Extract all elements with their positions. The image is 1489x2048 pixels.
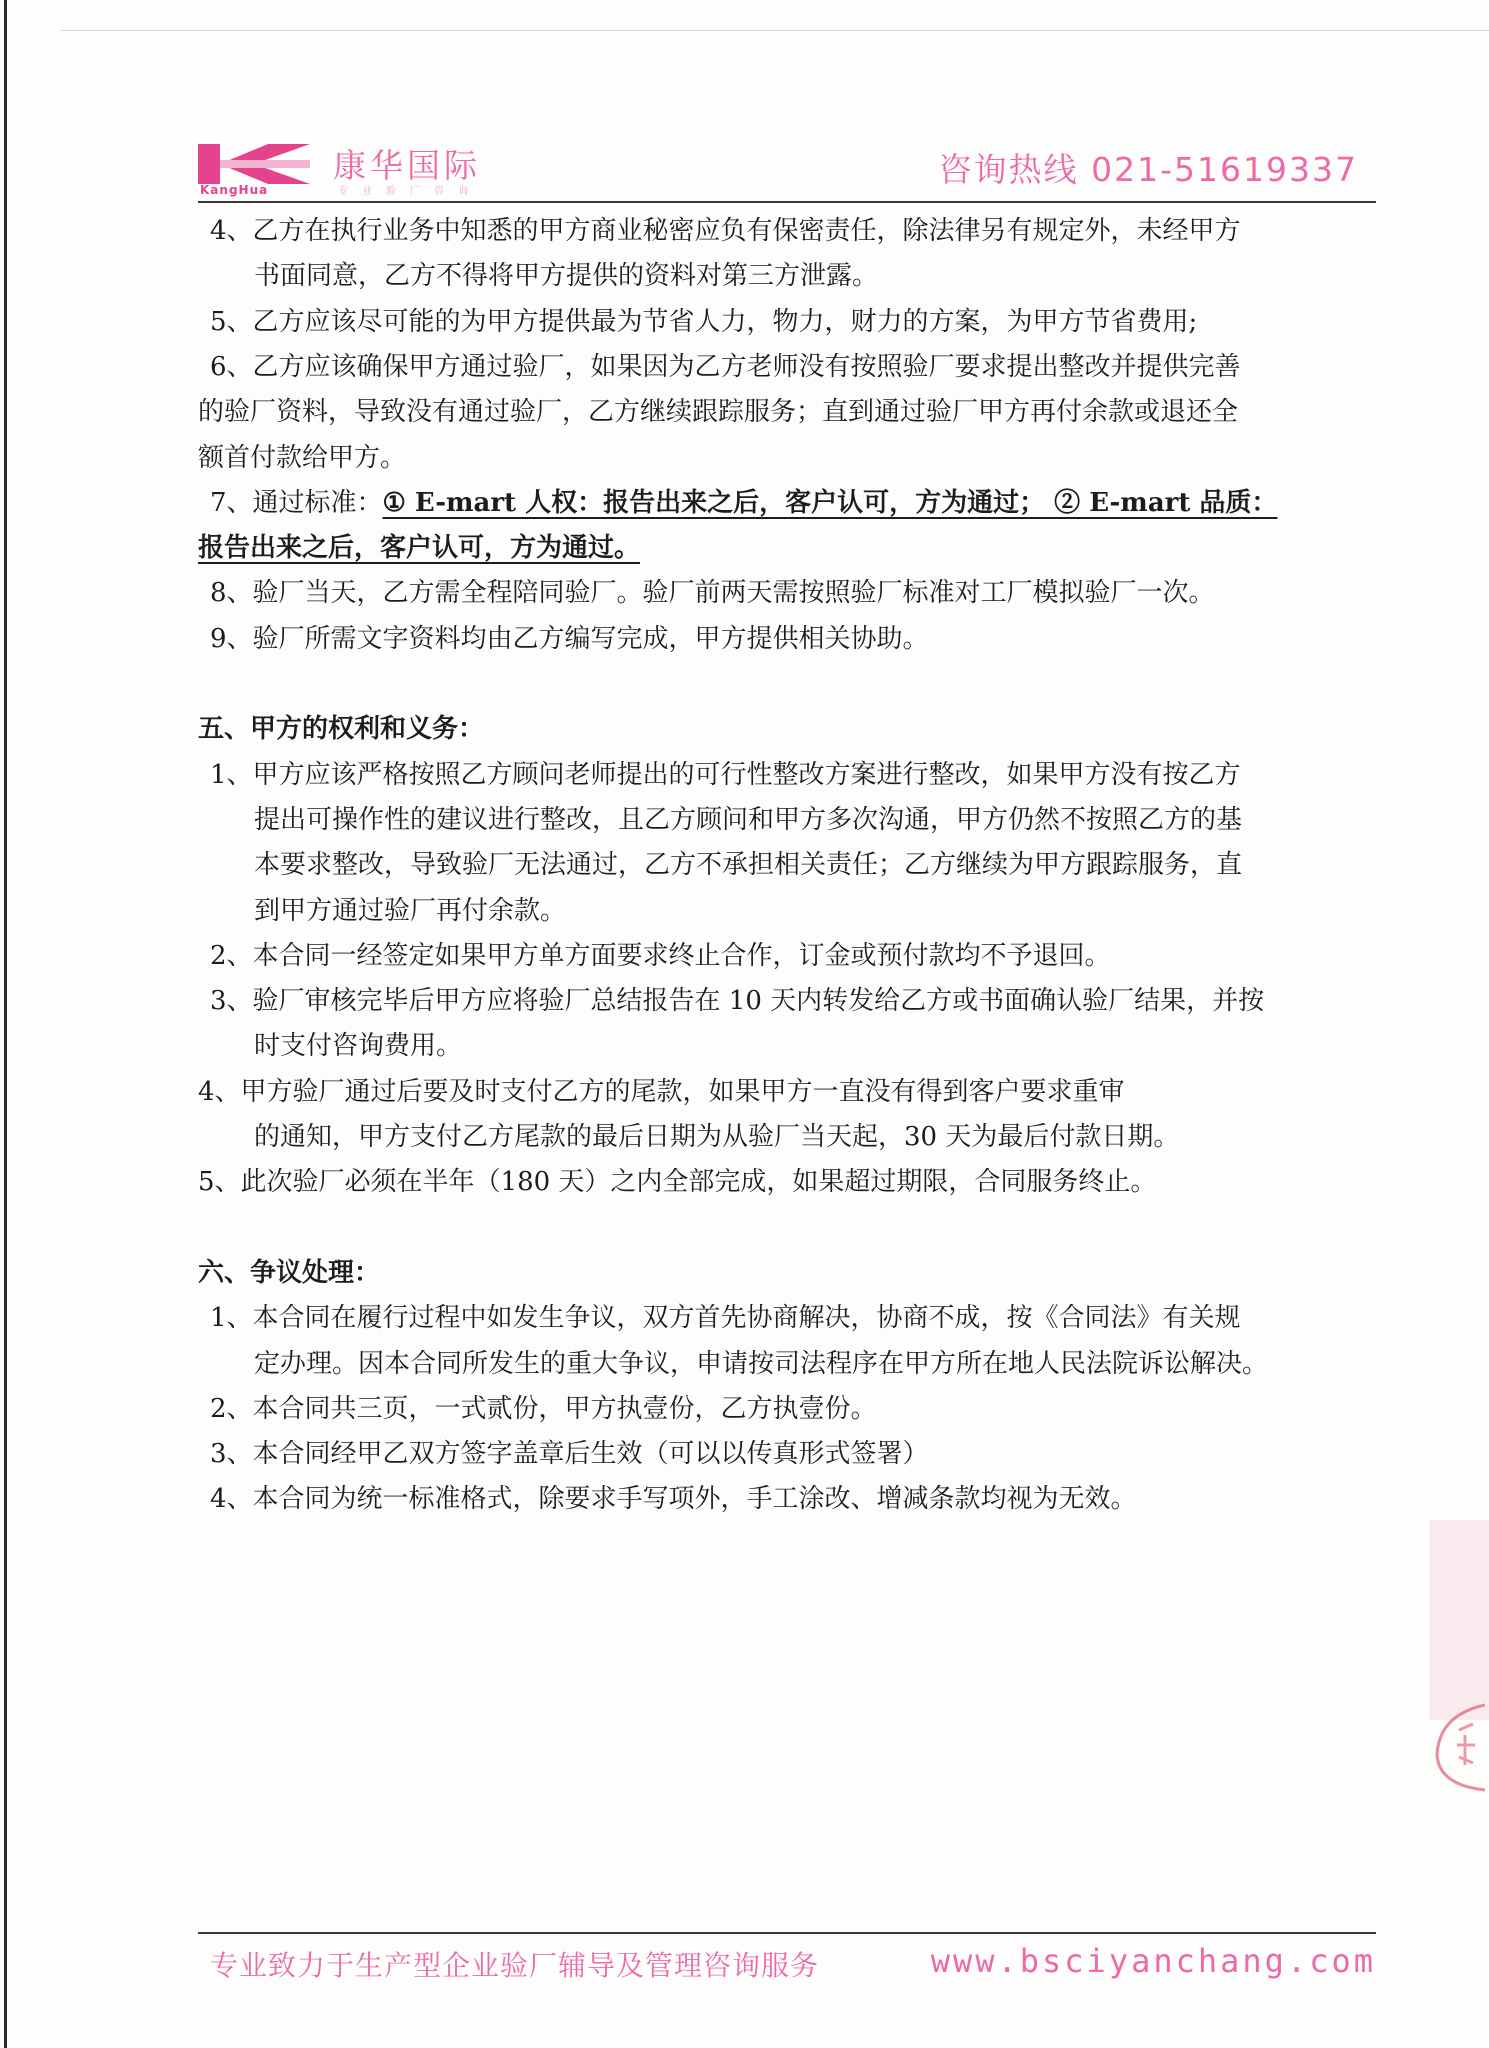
line-text: 7、通过标准：	[210, 487, 383, 518]
hotline-text: 咨询热线 021-51619337	[938, 150, 1358, 189]
line-text: 8、验厂当天，乙方需全程陪同验厂。验厂前两天需按照验厂标准对工厂模拟验厂一次。	[210, 578, 1215, 609]
stamp-shadow	[1429, 1520, 1489, 1720]
line-text: 定办理。因本合同所发生的重大争议，申请按司法程序在甲方所在地人民法院诉讼解决。	[254, 1348, 1269, 1379]
underlined-standard-text: 报告出来之后，客户认可，方为通过。	[198, 533, 641, 564]
line-text: 3、本合同经甲乙双方签字盖章后生效（可以以传真形式签署）	[210, 1439, 929, 1470]
partial-seal-stamp	[1429, 1695, 1485, 1795]
line-text: 1、甲方应该严格按照乙方顾问老师提出的可行性整改方案进行整改，如果甲方没有按乙方	[210, 759, 1241, 790]
line-text: 5、此次验厂必须在半年（180 天）之内全部完成，如果超过期限，合同服务终止。	[198, 1167, 1157, 1198]
line-text: 六、争议处理：	[198, 1257, 381, 1288]
footer-divider	[198, 1932, 1376, 1934]
line-text: 本要求整改，导致验厂无法通过，乙方不承担相关责任；乙方继续为甲方跟踪服务，直	[254, 850, 1243, 881]
line-text: 到甲方通过验厂再付余款。	[254, 895, 567, 926]
contract-line	[210, 610, 929, 668]
page-left-border	[4, 0, 7, 2048]
underlined-standard-text: ① E-mart 人权：报告出来之后，客户认可，方为通过； ② E-mart 品质：	[382, 487, 1278, 518]
brand-subtitle: 专业验厂咨询	[338, 186, 482, 197]
contract-line	[198, 1153, 1156, 1211]
line-text: 9、验厂所需文字资料均由乙方编写完成，甲方提供相关协助。	[210, 623, 929, 654]
line-text: 4、乙方在执行业务中知悉的甲方商业秘密应负有保密责任，除法律另有规定外，未经甲方	[210, 216, 1241, 246]
line-text: 五、甲方的权利和义务：	[198, 714, 485, 745]
top-faint-line	[60, 30, 1489, 31]
line-text: 5、乙方应该尽可能的为甲方提供最为节省人力，物力，财力的方案，为甲方节省费用;	[210, 306, 1198, 337]
line-text: 提出可操作性的建议进行整改，且乙方顾问和甲方多次沟通，甲方仍然不按照乙方的基	[254, 804, 1243, 835]
line-text: 书面同意，乙方不得将甲方提供的资料对第三方泄露。	[254, 261, 879, 292]
line-text: 1、本合同在履行过程中如发生争议，双方首先协商解决，协商不成，按《合同法》有关规	[210, 1303, 1241, 1334]
kanghua-logo-icon	[198, 140, 310, 188]
page-header	[198, 130, 1376, 205]
logo-subtitle: KangHua	[200, 183, 269, 197]
line-text: 的通知，甲方支付乙方尾款的最后日期为从验厂当天起，30 天为最后付款日期。	[254, 1122, 1180, 1152]
line-text: 6、乙方应该确保甲方通过验厂，如果因为乙方老师没有按照验厂要求提出整改并提供完善	[210, 351, 1241, 382]
line-text: 4、本合同为统一标准格式，除要求手写项外，手工涂改、增减条款均视为无效。	[210, 1484, 1137, 1515]
line-text: 3、验厂审核完毕后甲方应将验厂总结报告在 10 天内转发给乙方或书面确认验厂结果，并按	[210, 986, 1265, 1017]
footer-website: www.bsciyanchang.com	[930, 1942, 1376, 1980]
footer-slogan: 专业致力于生产型企业验厂辅导及管理咨询服务	[210, 1949, 820, 1982]
line-text: 的验厂资料，导致没有通过验厂，乙方继续跟踪服务；直到通过验厂甲方再付余款或退还全	[198, 397, 1239, 428]
line-text: 时支付咨询费用。	[254, 1031, 463, 1062]
line-text: 2、本合同共三页，一式贰份，甲方执壹份，乙方执壹份。	[210, 1393, 877, 1424]
line-text: 2、本合同一经签定如果甲方单方面要求终止合作，订金或预付款均不予退回。	[210, 940, 1111, 971]
contract-line	[210, 1470, 1137, 1528]
line-text: 额首付款给甲方。	[198, 442, 407, 473]
line-text: 4、甲方验厂通过后要及时支付乙方的尾款，如果甲方一直没有得到客户要求重审	[198, 1076, 1125, 1107]
brand-name: 康华国际	[333, 146, 481, 185]
